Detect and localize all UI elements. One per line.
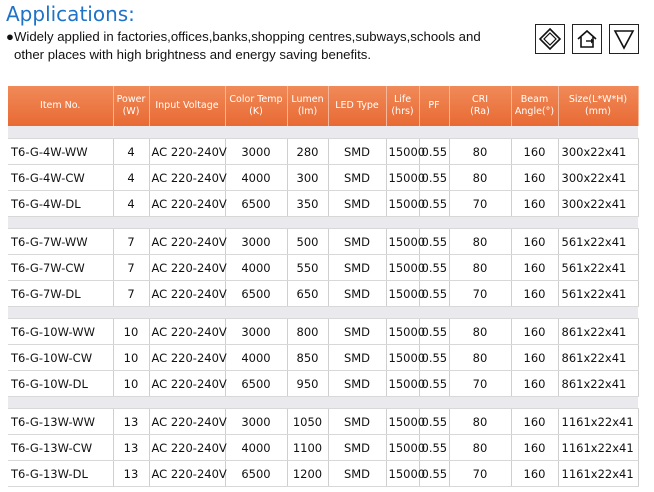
cell-color-temp: 4000 [225, 435, 287, 461]
group-separator-cell [8, 307, 638, 319]
cell-cri: 80 [449, 255, 511, 281]
cell-lumen: 1050 [287, 409, 328, 435]
cell-beam-angle: 160 [511, 319, 558, 345]
header-color-temp [225, 86, 287, 126]
header-label: Beam [520, 94, 549, 105]
cell-life: 15000 [386, 139, 419, 165]
table-row [8, 345, 638, 371]
cell-lumen: 1100 [287, 435, 328, 461]
header-label: (mm) [585, 106, 611, 117]
cell-size: 861x22x41 [558, 345, 638, 371]
cell-pf: 0.55 [419, 435, 449, 461]
header-label: Angle(°) [514, 106, 555, 117]
spec-table [8, 86, 639, 487]
header-beam-angle [511, 86, 558, 126]
cell-power: 13 [113, 409, 149, 435]
cell-item-no: T6-G-7W-CW [8, 255, 113, 281]
cell-power: 7 [113, 281, 149, 307]
cell-pf: 0.55 [419, 281, 449, 307]
cell-input-voltage: AC 220-240V [149, 229, 225, 255]
cell-led-type: SMD [328, 435, 386, 461]
header-label: (Ra) [470, 106, 490, 117]
cell-power: 10 [113, 371, 149, 397]
cell-item-no: T6-G-4W-CW [8, 165, 113, 191]
table-row [8, 319, 638, 345]
cell-cri: 70 [449, 191, 511, 217]
header-cri [449, 86, 511, 126]
table-header-row [8, 86, 638, 126]
cell-beam-angle: 160 [511, 281, 558, 307]
cell-color-temp: 3000 [225, 229, 287, 255]
cell-item-no: T6-G-4W-DL [8, 191, 113, 217]
table-row [8, 139, 638, 165]
cell-life: 15000 [386, 229, 419, 255]
cell-power: 13 [113, 435, 149, 461]
group-separator [8, 397, 638, 409]
table-row [8, 409, 638, 435]
cell-beam-angle: 160 [511, 371, 558, 397]
group-separator [8, 126, 638, 139]
cell-color-temp: 3000 [225, 319, 287, 345]
cell-life: 15000 [386, 191, 419, 217]
cell-power: 13 [113, 461, 149, 487]
cell-led-type: SMD [328, 191, 386, 217]
cell-cri: 80 [449, 165, 511, 191]
down-triangle-icon [609, 24, 639, 54]
page-title: Applications: [6, 2, 135, 26]
cell-beam-angle: 160 [511, 461, 558, 487]
cell-input-voltage: AC 220-240V [149, 345, 225, 371]
cell-pf: 0.55 [419, 371, 449, 397]
header-life [386, 86, 419, 126]
cell-cri: 80 [449, 139, 511, 165]
cell-life: 15000 [386, 435, 419, 461]
cell-size: 1161x22x41 [558, 435, 638, 461]
applications-description [6, 28, 506, 64]
cell-beam-angle: 160 [511, 139, 558, 165]
cell-input-voltage: AC 220-240V [149, 319, 225, 345]
cell-pf: 0.55 [419, 255, 449, 281]
cell-input-voltage: AC 220-240V [149, 371, 225, 397]
cell-life: 15000 [386, 255, 419, 281]
header-label: (hrs) [391, 106, 414, 117]
cell-item-no: T6-G-10W-DL [8, 371, 113, 397]
cell-input-voltage: AC 220-240V [149, 255, 225, 281]
cell-lumen: 950 [287, 371, 328, 397]
cell-pf: 0.55 [419, 409, 449, 435]
table-row [8, 461, 638, 487]
cell-color-temp: 6500 [225, 281, 287, 307]
cell-cri: 70 [449, 371, 511, 397]
header-label: Lumen [291, 94, 324, 105]
cell-size: 561x22x41 [558, 255, 638, 281]
cell-lumen: 280 [287, 139, 328, 165]
cell-life: 15000 [386, 281, 419, 307]
cell-life: 15000 [386, 461, 419, 487]
cell-pf: 0.55 [419, 345, 449, 371]
cell-color-temp: 3000 [225, 139, 287, 165]
header-label: Life [393, 94, 412, 105]
group-separator [8, 307, 638, 319]
cell-power: 7 [113, 229, 149, 255]
cell-item-no: T6-G-10W-WW [8, 319, 113, 345]
cell-led-type: SMD [328, 281, 386, 307]
cell-lumen: 800 [287, 319, 328, 345]
cell-cri: 70 [449, 461, 511, 487]
cell-power: 10 [113, 345, 149, 371]
header-label: CRI [471, 94, 489, 105]
cell-item-no: T6-G-13W-WW [8, 409, 113, 435]
cell-input-voltage: AC 220-240V [149, 461, 225, 487]
diamond-icon [535, 24, 565, 54]
cell-size: 300x22x41 [558, 165, 638, 191]
cell-power: 10 [113, 319, 149, 345]
header-led-type [328, 86, 386, 126]
header-label: (lm) [297, 106, 318, 117]
cell-color-temp: 6500 [225, 191, 287, 217]
cell-size: 561x22x41 [558, 229, 638, 255]
cell-led-type: SMD [328, 461, 386, 487]
cell-pf: 0.55 [419, 229, 449, 255]
cell-power: 4 [113, 165, 149, 191]
header-lumen [287, 86, 328, 126]
cell-lumen: 350 [287, 191, 328, 217]
cell-life: 15000 [386, 371, 419, 397]
cell-life: 15000 [386, 165, 419, 191]
cell-beam-angle: 160 [511, 255, 558, 281]
cell-lumen: 500 [287, 229, 328, 255]
table-row [8, 255, 638, 281]
cell-led-type: SMD [328, 409, 386, 435]
cell-power: 7 [113, 255, 149, 281]
cell-beam-angle: 160 [511, 435, 558, 461]
cell-input-voltage: AC 220-240V [149, 409, 225, 435]
header-pf [419, 86, 449, 126]
cell-size: 1161x22x41 [558, 461, 638, 487]
cell-cri: 80 [449, 229, 511, 255]
cell-input-voltage: AC 220-240V [149, 435, 225, 461]
table-row [8, 371, 638, 397]
cell-item-no: T6-G-7W-WW [8, 229, 113, 255]
cell-color-temp: 3000 [225, 409, 287, 435]
header-label: Color Temp [229, 94, 283, 105]
cell-cri: 80 [449, 435, 511, 461]
cell-color-temp: 4000 [225, 345, 287, 371]
cell-life: 15000 [386, 345, 419, 371]
header-label: (W) [122, 106, 140, 117]
cell-led-type: SMD [328, 345, 386, 371]
cell-item-no: T6-G-13W-DL [8, 461, 113, 487]
cell-lumen: 300 [287, 165, 328, 191]
cell-color-temp: 6500 [225, 461, 287, 487]
group-separator-cell [8, 397, 638, 409]
cell-cri: 80 [449, 319, 511, 345]
cell-size: 1161x22x41 [558, 409, 638, 435]
cell-life: 15000 [386, 409, 419, 435]
header-label: Item No. [40, 100, 81, 111]
group-separator-cell [8, 126, 638, 139]
cell-color-temp: 6500 [225, 371, 287, 397]
header-label: Input Voltage [155, 100, 219, 111]
table-row [8, 229, 638, 255]
cell-beam-angle: 160 [511, 191, 558, 217]
group-separator [8, 217, 638, 229]
header-size [558, 86, 638, 126]
house-icon [572, 24, 602, 54]
cell-led-type: SMD [328, 319, 386, 345]
cell-beam-angle: 160 [511, 229, 558, 255]
header-label: PF [428, 100, 440, 111]
cell-size: 861x22x41 [558, 371, 638, 397]
description-line-1: ●Widely applied in factories,offices,banks,shopping centres,subways,schools and [6, 29, 481, 44]
cell-input-voltage: AC 220-240V [149, 165, 225, 191]
cell-lumen: 850 [287, 345, 328, 371]
header-input-voltage [149, 86, 225, 126]
cell-cri: 70 [449, 281, 511, 307]
feature-icons [535, 24, 639, 54]
table-row [8, 435, 638, 461]
cell-lumen: 550 [287, 255, 328, 281]
cell-item-no: T6-G-13W-CW [8, 435, 113, 461]
cell-size: 300x22x41 [558, 191, 638, 217]
cell-cri: 80 [449, 409, 511, 435]
cell-led-type: SMD [328, 229, 386, 255]
header-label: (K) [249, 106, 263, 117]
cell-pf: 0.55 [419, 139, 449, 165]
cell-input-voltage: AC 220-240V [149, 139, 225, 165]
cell-beam-angle: 160 [511, 165, 558, 191]
group-separator-cell [8, 217, 638, 229]
cell-power: 4 [113, 139, 149, 165]
cell-item-no: T6-G-7W-DL [8, 281, 113, 307]
cell-beam-angle: 160 [511, 345, 558, 371]
cell-size: 300x22x41 [558, 139, 638, 165]
table-row [8, 191, 638, 217]
cell-size: 861x22x41 [558, 319, 638, 345]
cell-led-type: SMD [328, 165, 386, 191]
table-row [8, 281, 638, 307]
header-label: LED Type [335, 100, 379, 111]
description-line-2: other places with high brightness and energy saving benefits. [14, 47, 372, 62]
header-label: Power [116, 94, 146, 105]
cell-size: 561x22x41 [558, 281, 638, 307]
cell-pf: 0.55 [419, 191, 449, 217]
cell-pf: 0.55 [419, 165, 449, 191]
cell-color-temp: 4000 [225, 255, 287, 281]
cell-lumen: 1200 [287, 461, 328, 487]
cell-cri: 80 [449, 345, 511, 371]
cell-power: 4 [113, 191, 149, 217]
table-row [8, 165, 638, 191]
header-label: Size(L*W*H) [568, 94, 628, 105]
cell-pf: 0.55 [419, 461, 449, 487]
cell-input-voltage: AC 220-240V [149, 281, 225, 307]
cell-led-type: SMD [328, 255, 386, 281]
cell-item-no: T6-G-10W-CW [8, 345, 113, 371]
cell-item-no: T6-G-4W-WW [8, 139, 113, 165]
cell-led-type: SMD [328, 371, 386, 397]
cell-life: 15000 [386, 319, 419, 345]
cell-lumen: 650 [287, 281, 328, 307]
header-power [113, 86, 149, 126]
cell-pf: 0.55 [419, 319, 449, 345]
cell-color-temp: 4000 [225, 165, 287, 191]
cell-input-voltage: AC 220-240V [149, 191, 225, 217]
header-item-no [8, 86, 113, 126]
cell-led-type: SMD [328, 139, 386, 165]
cell-beam-angle: 160 [511, 409, 558, 435]
